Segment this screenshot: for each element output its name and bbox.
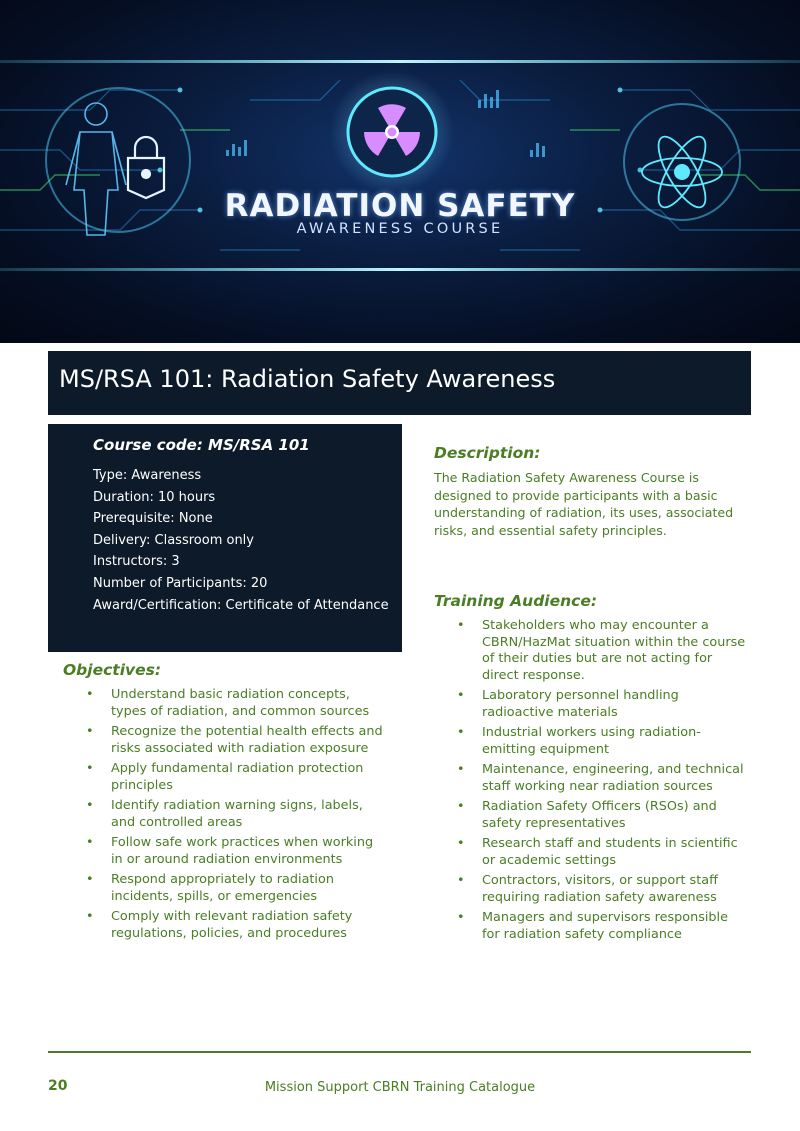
list-item: • Laboratory personnel handling radioactive materials: [457, 688, 679, 720]
list-item: • Follow safe work practices when working in or around radiation environments: [86, 834, 374, 867]
detail-prerequisite: Prerequisite: None: [93, 511, 213, 527]
bullet-icon: •: [457, 873, 465, 889]
list-item: • Industrial workers using radiation-emitting equipment: [457, 725, 701, 757]
course-details-list: [93, 467, 393, 618]
course-title-bar: [48, 351, 751, 415]
detail-instructors: Instructors: 3: [93, 554, 180, 570]
list-item: • Identify radiation warning signs, labels, and controlled areas: [86, 797, 363, 830]
bullet-icon: •: [457, 725, 465, 741]
list-item: • Contractors, visitors, or support staff requiring radiation safety awareness: [457, 873, 718, 905]
list-item: • Respond appropriately to radiation incidents, spills, or emergencies: [86, 871, 334, 904]
objectives-heading: Objectives:: [63, 661, 162, 679]
list-item: • Apply fundamental radiation protection principles: [86, 760, 364, 793]
detail-participants: Number of Participants: 20: [93, 575, 268, 591]
course-info-box: [48, 424, 402, 652]
list-item: • Radiation Safety Officers (RSOs) and safety representatives: [457, 799, 717, 831]
description-text: The Radiation Safety Awareness Course is designed to provide participants with a basic understanding of radiation, its uses, associated risks, and essential safety principles.: [434, 470, 734, 538]
list-item: • Maintenance, engineering, and technical staff working near radiation sources: [457, 762, 744, 794]
banner-subtitle: AWARENESS COURSE: [296, 221, 504, 237]
detail-type: Type: Awareness: [93, 468, 202, 483]
bullet-icon: •: [86, 797, 94, 813]
bullet-icon: •: [457, 688, 465, 704]
list-item: • Research staff and students in scientific or academic settings: [457, 836, 738, 868]
detail-delivery: Delivery: Classroom only: [93, 532, 254, 548]
banner-title: RADIATION SAFETY: [224, 188, 576, 224]
bullet-icon: •: [457, 836, 465, 852]
page-number: 20: [48, 1078, 68, 1094]
footer-catalogue-title: Mission Support CBRN Training Catalogue: [264, 1080, 536, 1095]
bullet-icon: •: [457, 762, 465, 778]
bullet-icon: •: [86, 834, 94, 850]
bullet-icon: •: [86, 760, 94, 776]
course-banner: [0, 0, 800, 343]
list-item: • Recognize the potential health effects and risks associated with radiation exposure: [86, 723, 383, 756]
list-item: • Understand basic radiation concepts, types of radiation, and common sources: [86, 687, 370, 719]
list-item: • Stakeholders who may encounter a CBRN/HazMat situation within the course of their duties but are not acting for direct response.: [457, 618, 746, 683]
bullet-icon: •: [86, 871, 94, 887]
radiation-trefoil-icon: [330, 70, 454, 194]
bullet-icon: •: [86, 908, 94, 924]
bullet-icon: •: [86, 723, 94, 739]
training-audience-heading: Training Audience:: [434, 592, 598, 610]
bullet-icon: •: [457, 618, 465, 633]
course-title: MS/RSA 101: Radiation Safety Awareness: [59, 365, 556, 393]
footer-divider: [48, 1051, 751, 1053]
detail-award: Award/Certification: Certificate of Attendance: [93, 597, 389, 613]
training-audience-list: [457, 618, 747, 947]
course-code: Course code: MS/RSA 101: [93, 436, 310, 454]
detail-duration: Duration: 10 hours: [93, 489, 216, 505]
list-item: • Managers and supervisors responsible for radiation safety compliance: [457, 910, 728, 942]
objectives-list: [86, 687, 386, 946]
bullet-icon: •: [86, 687, 94, 702]
list-item: • Comply with relevant radiation safety regulations, policies, and procedures: [86, 908, 353, 941]
bullet-icon: •: [457, 799, 465, 815]
banner-artwork: [0, 0, 800, 343]
bullet-icon: •: [457, 910, 465, 926]
description-heading: Description:: [434, 444, 541, 462]
